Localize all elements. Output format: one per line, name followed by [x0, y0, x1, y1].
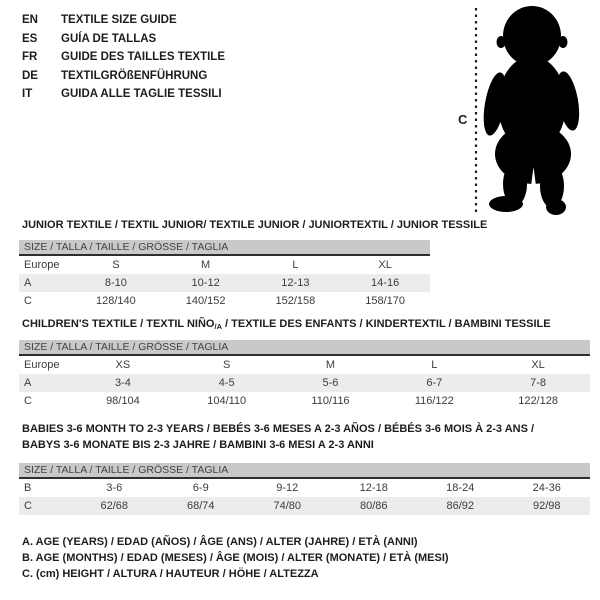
table-cell: 12-13 [281, 277, 310, 289]
row-label: Europe [24, 259, 60, 271]
language-code: ES [22, 32, 38, 45]
children-title-post: / TEXTILE DES ENFANTS / KINDERTEXTIL / BAMBINI TESSILE [221, 318, 551, 330]
row-label: A [24, 377, 32, 389]
table-cell: 74/80 [273, 500, 302, 512]
table-cell: 3-6 [106, 482, 123, 494]
table-cell: 116/122 [414, 395, 454, 407]
table-cell: 8-10 [104, 277, 127, 289]
table-cell: 92/98 [532, 500, 561, 512]
row-label: B [24, 482, 32, 494]
children-title-pre: CHILDREN'S TEXTILE / TEXTIL NIÑO [22, 318, 215, 330]
table-cell: 10-12 [191, 277, 220, 289]
table-row [19, 292, 430, 310]
legend-line-a: A. AGE (YEARS) / EDAD (AÑOS) / ÂGE (ANS) / ALTER (JAHRE) / ETÀ (ANNI) [22, 536, 418, 548]
table-cell: 68/74 [186, 500, 215, 512]
table-size-header: SIZE / TALLA / TAILLE / GRÖSSE / TAGLIA [19, 340, 590, 356]
language-label: TEXTILGRÖßENFÜHRUNG [61, 69, 208, 82]
legend-line-b: B. AGE (MONTHS) / EDAD (MESES) / ÂGE (MOIS) / ALTER (MONATE) / ETÀ (MESI) [22, 552, 449, 564]
table-row [19, 479, 590, 497]
language-code: FR [22, 51, 38, 64]
table-row [19, 274, 430, 292]
table-cell: 14-16 [371, 277, 400, 289]
table-cell: 62/68 [100, 500, 129, 512]
language-code: IT [22, 88, 33, 101]
babies-title-line2: BABYS 3-6 MONATE BIS 2-3 JAHRE / BAMBINI 3-6 MESI A 2-3 ANNI [22, 439, 374, 451]
language-list [22, 11, 225, 104]
language-row-fr [22, 48, 225, 67]
table-cell: 152/158 [275, 295, 316, 307]
table-row [19, 497, 590, 515]
table-cell: 104/110 [207, 395, 247, 407]
table-cell: XL [531, 359, 545, 371]
table-row [19, 392, 590, 410]
row-label: C [24, 500, 32, 512]
table-cell: 12-18 [359, 482, 388, 494]
baby-silhouette-icon [480, 6, 583, 216]
table-cell: 140/152 [185, 295, 226, 307]
table-cell: 110/116 [311, 395, 350, 407]
table-cell: 158/170 [365, 295, 405, 307]
height-label: C [458, 112, 468, 127]
table-cell: 18-24 [446, 482, 475, 494]
language-label: GUÍA DE TALLAS [61, 32, 157, 45]
baby-height-figure [440, 4, 600, 216]
table-cell: XS [115, 359, 131, 371]
table-cell: 6-9 [192, 482, 209, 494]
table-cell: 7-8 [530, 377, 547, 389]
table-cell: L [292, 259, 299, 271]
measurement-legend [22, 534, 449, 582]
row-label: C [24, 295, 32, 307]
children-size-table [19, 340, 590, 410]
children-title-sub: /A [214, 322, 222, 331]
table-cell: 80/86 [359, 500, 388, 512]
table-cell: 122/128 [518, 395, 558, 407]
table-cell: S [112, 259, 120, 271]
language-row-de [22, 67, 225, 86]
language-label: TEXTILE SIZE GUIDE [61, 14, 177, 27]
table-cell: XL [378, 259, 392, 271]
table-cell: 3-4 [114, 377, 131, 389]
language-code: EN [22, 14, 38, 27]
table-cell: L [431, 359, 438, 371]
babies-size-table [19, 463, 590, 515]
table-cell: 98/104 [106, 395, 140, 407]
table-cell: 86/92 [446, 500, 475, 512]
table-row [19, 256, 430, 274]
table-row [19, 356, 590, 374]
babies-title-line1: BABIES 3-6 MONTH TO 2-3 YEARS / BEBÉS 3-6 MESES A 2-3 AÑOS / BÉBÉS 3-6 MOIS À 2-3 ANS / [22, 423, 535, 435]
language-row-it [22, 85, 225, 104]
babies-section-title [22, 421, 534, 453]
row-label: C [24, 395, 32, 407]
table-cell: 6-7 [426, 377, 443, 389]
table-size-header: SIZE / TALLA / TAILLE / GRÖSSE / TAGLIA [19, 240, 430, 256]
language-code: DE [22, 69, 38, 82]
junior-section-title: JUNIOR TEXTILE / TEXTIL JUNIOR/ TEXTILE JUNIOR / JUNIORTEXTIL / JUNIOR TESSILE [22, 219, 488, 231]
table-cell: 128/140 [95, 295, 136, 307]
table-cell: 4-5 [218, 377, 235, 389]
language-row-en [22, 11, 225, 30]
legend-line-c: C. (cm) HEIGHT / ALTURA / HAUTEUR / HÖHE / ALTEZZA [22, 568, 319, 580]
table-cell: 5-6 [322, 377, 339, 389]
language-label: GUIDE DES TAILLES TEXTILE [61, 51, 225, 64]
table-cell: M [201, 259, 211, 271]
language-row-es [22, 30, 225, 49]
table-cell: S [223, 359, 231, 371]
language-label: GUIDA ALLE TAGLIE TESSILI [61, 88, 222, 101]
table-cell: 9-12 [276, 482, 299, 494]
table-cell: M [325, 359, 336, 371]
children-section-title [22, 316, 551, 335]
table-cell: 24-36 [532, 482, 561, 494]
table-size-header: SIZE / TALLA / TAILLE / GRÖSSE / TAGLIA [19, 463, 590, 479]
row-label: Europe [24, 359, 60, 371]
row-label: A [24, 277, 32, 289]
table-row [19, 374, 590, 392]
junior-size-table [19, 240, 430, 310]
